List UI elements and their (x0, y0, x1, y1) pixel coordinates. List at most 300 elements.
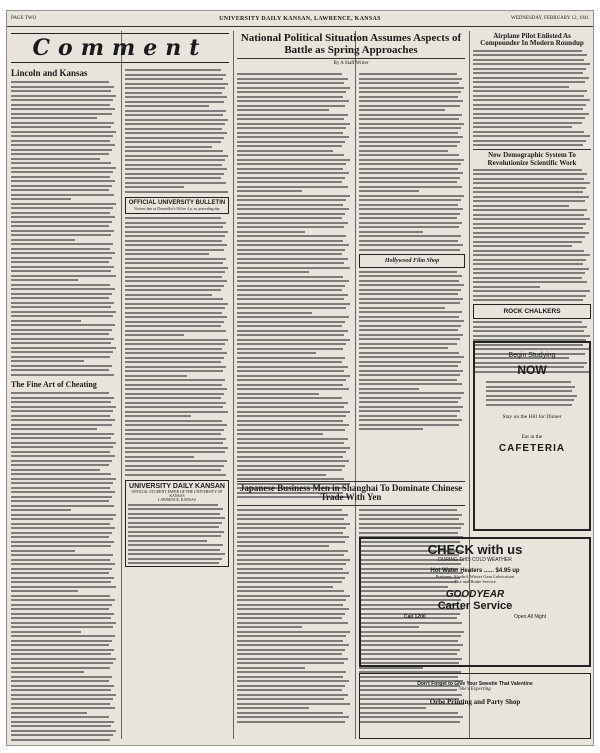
text-line (237, 456, 343, 458)
column-divider (121, 31, 122, 739)
text-line (237, 384, 343, 386)
text-line (11, 131, 116, 133)
masthead-staff (128, 504, 226, 565)
text-line (11, 640, 112, 642)
text-line (11, 347, 116, 349)
text-line (125, 339, 228, 341)
text-line (486, 386, 575, 388)
text-line (125, 429, 224, 431)
text-line (237, 424, 349, 426)
text-line (473, 191, 583, 193)
text-line (237, 109, 329, 111)
text-line (237, 707, 309, 709)
official-bulletin-box (125, 197, 229, 215)
text-line (11, 392, 109, 394)
text-line (486, 381, 571, 383)
text-line (11, 212, 110, 214)
text-line (359, 379, 457, 381)
text-line (11, 279, 78, 281)
text-line (125, 141, 221, 143)
text-line (11, 140, 110, 142)
text-line (359, 208, 463, 210)
text-line (237, 177, 345, 179)
text-line (473, 326, 587, 328)
text-line (125, 276, 222, 278)
ad-line: Hot Water Heaters ...... $4.95 up (430, 568, 520, 574)
text-line (125, 235, 225, 237)
text-line (11, 410, 113, 412)
text-line (128, 535, 221, 537)
text-line (125, 69, 221, 71)
text-line (11, 622, 116, 624)
text-line (359, 186, 462, 188)
text-line (237, 181, 342, 183)
demographic-headline: New Demographic System To Revolutionize Scientific Work (473, 149, 591, 167)
text-line (237, 438, 348, 440)
text-line (473, 330, 584, 332)
text-line (237, 465, 345, 467)
text-line (237, 653, 342, 655)
text-line (359, 374, 460, 376)
text-line (359, 195, 464, 197)
text-line (237, 712, 343, 714)
text-line (237, 280, 349, 282)
political-col-b (359, 73, 465, 430)
editorial-column-1 (11, 69, 117, 741)
japanese-headline: Japanese Business Men in Shanghai To Dominate Chinese Trade With Yen (237, 481, 465, 506)
text-line (237, 509, 342, 511)
text-line (125, 348, 222, 350)
text-line (11, 162, 111, 164)
text-line (237, 420, 343, 422)
text-line (237, 599, 346, 601)
text-line (11, 505, 114, 507)
text-line (473, 254, 590, 256)
text-line (473, 173, 587, 175)
text-line (125, 415, 191, 417)
text-line (11, 315, 113, 317)
text-line (125, 146, 212, 148)
text-line (359, 109, 445, 111)
text-line (125, 262, 223, 264)
text-line (473, 50, 582, 52)
masthead-box (125, 480, 229, 568)
editorial-body (11, 81, 117, 376)
text-line (11, 739, 110, 741)
text-line (11, 730, 116, 732)
text-line (125, 321, 224, 323)
text-line (237, 698, 344, 700)
text-line (359, 78, 462, 80)
text-line (11, 171, 113, 173)
text-line (473, 245, 572, 247)
text-line (237, 559, 350, 561)
text-line (473, 223, 586, 225)
text-line (237, 694, 348, 696)
text-line (125, 456, 194, 458)
text-line (125, 119, 228, 121)
text-line (125, 334, 184, 336)
text-line (11, 221, 112, 223)
text-line (359, 509, 457, 511)
text-line (125, 312, 222, 314)
ad-line: Don't Forget to Give Your Sweetie That Valentine (417, 681, 533, 687)
text-line (473, 117, 585, 119)
text-line (359, 518, 459, 520)
right-column (473, 33, 591, 373)
text-line (125, 280, 227, 282)
text-line (237, 429, 345, 431)
ad-line: Stay on the Hill for Dinner (502, 413, 562, 420)
text-line (237, 631, 350, 633)
text-line (11, 275, 116, 277)
text-line (237, 447, 350, 449)
text-line (359, 100, 463, 102)
text-line (11, 252, 115, 254)
text-line (473, 187, 586, 189)
text-line (237, 100, 349, 102)
story-body (359, 271, 465, 431)
text-line (237, 87, 350, 89)
text-line (237, 554, 344, 556)
text-line (11, 320, 81, 322)
text-line (237, 716, 349, 718)
text-line (11, 595, 110, 597)
text-line (473, 277, 582, 279)
text-line (11, 185, 112, 187)
text-line (125, 451, 225, 453)
text-line (359, 316, 459, 318)
text-line (11, 509, 71, 511)
ad-line: NOW (517, 363, 547, 377)
ad-line: Prestone, Alcohol, Winter Gear Lubrication (435, 574, 515, 579)
text-line (237, 289, 342, 291)
text-line (237, 568, 343, 570)
text-line (359, 523, 464, 525)
text-line (359, 91, 461, 93)
text-line (237, 442, 344, 444)
text-line (237, 527, 346, 529)
political-story (237, 33, 465, 68)
text-line (11, 194, 114, 196)
text-line (473, 290, 590, 292)
text-line (473, 200, 585, 202)
text-line (359, 289, 461, 291)
text-line (125, 460, 227, 462)
text-line (128, 562, 219, 564)
text-line (237, 244, 349, 246)
text-line (125, 388, 227, 390)
text-line (237, 393, 319, 395)
text-line (128, 531, 224, 533)
text-line (11, 680, 109, 682)
text-line (237, 204, 343, 206)
text-line (473, 250, 584, 252)
ad-body (486, 381, 578, 406)
text-line (237, 721, 345, 723)
text-line (359, 235, 461, 237)
text-line (359, 361, 461, 363)
text-line (359, 87, 464, 89)
text-line (11, 207, 113, 209)
text-line (359, 181, 457, 183)
text-line (237, 662, 344, 664)
text-line (11, 117, 97, 119)
text-line (11, 613, 114, 615)
text-line (359, 199, 461, 201)
text-line (359, 527, 461, 529)
text-line (359, 514, 462, 516)
text-line (237, 172, 349, 174)
text-line (473, 86, 569, 88)
text-line (473, 178, 584, 180)
text-line (11, 662, 113, 664)
text-line (359, 356, 464, 358)
text-line (11, 90, 111, 92)
text-line (359, 123, 464, 125)
text-line (237, 132, 343, 134)
text-line (359, 150, 448, 152)
text-line (11, 333, 109, 335)
text-line (11, 189, 109, 191)
text-line (359, 397, 461, 399)
text-line (359, 343, 457, 345)
text-line (11, 180, 115, 182)
bulletin-notices (125, 217, 229, 476)
text-line (125, 101, 224, 103)
text-line (125, 96, 227, 98)
text-line (11, 99, 113, 101)
text-line (237, 240, 343, 242)
text-line (11, 369, 109, 371)
text-line (237, 379, 346, 381)
text-line (11, 248, 110, 250)
text-line (359, 222, 462, 224)
text-line (11, 225, 109, 227)
text-line (125, 474, 226, 476)
text-line (11, 473, 111, 475)
political-col-a (237, 73, 351, 498)
text-line (237, 186, 348, 188)
text-line (11, 311, 116, 313)
text-line (11, 658, 116, 660)
text-line (237, 303, 350, 305)
text-line (237, 635, 346, 637)
text-line (237, 563, 346, 565)
text-line (11, 356, 110, 358)
text-line (125, 83, 228, 85)
masthead-title: UNIVERSITY DAILY KANSAN (129, 482, 225, 490)
text-line (11, 581, 111, 583)
story-body (359, 73, 465, 251)
text-line (237, 154, 344, 156)
text-line (237, 518, 344, 520)
text-line (125, 253, 209, 255)
text-line (237, 213, 345, 215)
text-line (237, 514, 348, 516)
text-line (125, 402, 226, 404)
text-line (125, 298, 223, 300)
text-line (128, 544, 223, 546)
text-line (11, 257, 112, 259)
text-line (237, 231, 305, 233)
text-line (237, 352, 316, 354)
text-line (237, 474, 326, 476)
text-line (359, 163, 461, 165)
text-line (237, 451, 346, 453)
text-line (237, 258, 348, 260)
text-line (473, 214, 584, 216)
text-line (11, 406, 116, 408)
text-line (359, 204, 458, 206)
ad-line: Tire and Brake Service (454, 579, 496, 584)
text-line (237, 402, 348, 404)
text-line (237, 685, 345, 687)
text-line (125, 393, 224, 395)
text-line (237, 325, 342, 327)
text-line (125, 330, 226, 332)
text-line (359, 365, 458, 367)
text-line (359, 347, 448, 349)
text-line (11, 270, 111, 272)
text-line (359, 388, 419, 390)
text-line (473, 104, 586, 106)
text-line (237, 366, 348, 368)
text-line (359, 105, 460, 107)
text-line (237, 388, 349, 390)
text-line (359, 141, 460, 143)
text-line (11, 428, 97, 430)
text-line (11, 590, 78, 592)
text-line (125, 285, 224, 287)
ad-subhead: DURING THIS COLD WEATHER (438, 557, 512, 563)
text-line (359, 298, 463, 300)
text-line (359, 415, 457, 417)
text-line (473, 268, 589, 270)
text-line (237, 343, 346, 345)
text-line (237, 689, 342, 691)
cafeteria-name: CAFETERIA (498, 442, 566, 454)
text-line (359, 82, 459, 84)
text-line (237, 217, 342, 219)
text-line (125, 325, 221, 327)
text-line (237, 469, 342, 471)
running-head (7, 11, 593, 27)
text-line (125, 173, 224, 175)
newspaper-page (6, 10, 594, 746)
text-line (125, 361, 221, 363)
text-line (125, 159, 225, 161)
text-line (11, 527, 115, 529)
text-line (11, 135, 113, 137)
text-line (125, 343, 225, 345)
paper-title: UNIVERSITY DAILY KANSAN, LAWRENCE, KANSAS (219, 16, 381, 22)
text-line (11, 419, 115, 421)
text-line (11, 374, 114, 376)
text-line (11, 302, 114, 304)
text-line (11, 649, 114, 651)
ad-line: Begin Studying (508, 352, 556, 359)
text-line (11, 329, 112, 331)
text-line (237, 415, 346, 417)
text-line (359, 424, 459, 426)
text-line (359, 293, 458, 295)
text-line (125, 379, 225, 381)
text-line (11, 297, 109, 299)
text-line (486, 399, 574, 401)
text-line (125, 424, 227, 426)
text-line (237, 145, 342, 147)
text-line (11, 360, 84, 362)
text-line (125, 258, 226, 260)
text-line (125, 182, 226, 184)
text-line (473, 335, 590, 337)
text-line (11, 491, 115, 493)
text-line (128, 549, 220, 551)
text-line (11, 167, 116, 169)
editorial-headline: The Fine Art of Cheating (11, 379, 97, 389)
text-line (237, 78, 348, 80)
text-line (11, 351, 113, 353)
text-line (473, 59, 584, 61)
cafeteria-ad (473, 341, 591, 531)
text-line (11, 464, 109, 466)
text-line (11, 158, 100, 160)
editorial-body (11, 392, 117, 741)
text-line (359, 428, 423, 430)
text-line (359, 127, 461, 129)
text-line (359, 118, 459, 120)
text-line (125, 411, 228, 413)
text-line (11, 617, 111, 619)
text-line (11, 239, 75, 241)
text-line (125, 186, 184, 188)
airplane-headline: Airplane Pilot Enlisted As Compounder In Modern Roundup (480, 33, 584, 48)
text-line (11, 306, 111, 308)
text-line (11, 707, 115, 709)
text-line (125, 168, 227, 170)
text-line (125, 78, 223, 80)
text-line (359, 249, 460, 251)
text-line (473, 196, 589, 198)
text-line (125, 240, 222, 242)
text-line (237, 667, 305, 669)
text-line (11, 514, 116, 516)
text-line (237, 644, 349, 646)
ad-line: She's Expecting (459, 687, 491, 692)
text-line (237, 478, 344, 480)
text-line (237, 123, 350, 125)
text-line (125, 303, 228, 305)
ad-hours: Open All Night (514, 614, 546, 620)
text-line (125, 249, 224, 251)
text-line (11, 460, 112, 462)
text-line (125, 222, 226, 224)
text-line (359, 320, 464, 322)
text-line (237, 680, 349, 682)
column-divider (355, 31, 356, 739)
text-line (11, 487, 110, 489)
text-line (11, 455, 115, 457)
text-line (237, 330, 348, 332)
text-line (125, 128, 222, 130)
text-line (11, 122, 114, 124)
text-line (237, 550, 348, 552)
text-line (11, 266, 114, 268)
text-line (125, 92, 222, 94)
text-line (237, 249, 345, 251)
text-line (125, 316, 227, 318)
